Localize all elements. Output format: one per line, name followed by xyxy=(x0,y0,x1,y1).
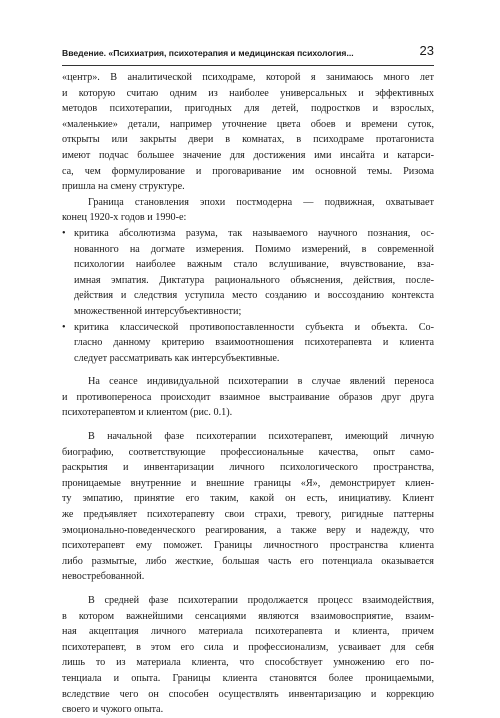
text-line: своего и чужого опыта. xyxy=(62,704,164,716)
text-line: действия и следствия уступила место созданию и воссозданию контекста xyxy=(74,290,434,302)
paragraph xyxy=(62,429,434,585)
text-line: «центр». В аналитической психодраме, которой я занимаюсь много лет xyxy=(62,72,434,83)
text-line: либо размытые, либо жесткие, большая часть его потенциала оказывается xyxy=(62,555,434,567)
paragraph xyxy=(62,593,434,718)
text-line: имеют подчас большее значение для достижения ими инсайта и катарси- xyxy=(62,149,434,161)
text-line: психотерапевт, в этом его сила и профессионализм, усваивает для себя xyxy=(62,641,434,653)
text-line: раскрытия и инвентаризации личного психологического пространства, xyxy=(62,462,434,474)
bullet-mark: • xyxy=(62,321,66,333)
text-line: конец 1920-х годов и 1990-е: xyxy=(62,212,187,224)
text-line: На сеансе индивидуальной психотерапии в случае явлений переноса xyxy=(88,376,434,388)
text-line: следует рассматривать как интерсубъективные. xyxy=(74,352,280,364)
paragraph xyxy=(62,70,434,195)
paragraph xyxy=(62,374,434,421)
text-line: в котором важнейшими сенсациями являются взаимовосприятие, взаим- xyxy=(62,610,434,622)
text-line: открыты или закрыты двери в комнатах, в психодраме протагониста xyxy=(62,134,434,146)
text-line: критика абсолютизма разума, так называемого научного познания, ос- xyxy=(74,227,434,239)
text-line: же предъявляет психотерапевту свои страхи, тревогу, ригидные паттерны xyxy=(62,509,434,521)
text-line: пришла на смену структуре. xyxy=(62,181,185,193)
paragraph-gap xyxy=(62,366,434,374)
text-line: вследствие чего он способен осуществлять инвентаризацию и коррекцию xyxy=(62,688,434,700)
text-line: «маленькие» детали, например уточнение цвета обоев и времени суток, xyxy=(62,118,434,130)
bullet-mark: • xyxy=(62,227,66,239)
text-line: Граница становления эпохи постмодерна — подвижная, охватывает xyxy=(88,196,434,208)
text-line: В средней фазе психотерапии продолжается процесс взаимодействия, xyxy=(88,595,434,606)
text-line: имная эмпатия. Диктатура рационального объяснения, действия, после- xyxy=(74,274,434,286)
text-line: ту эмпатию, принятие его таким, какой он есть, инициативу. Клиент xyxy=(62,493,434,505)
bullet-item xyxy=(62,320,434,367)
page-number: 23 xyxy=(419,43,434,58)
running-title: Введение. «Психиатрия, психотерапия и медицинская психология... xyxy=(62,48,354,58)
bullet-item xyxy=(62,226,434,320)
text-line: критика классической противопоставленности субъекта и объекта. Со- xyxy=(74,321,434,333)
text-line: тенциала и опыта. Границы клиента становятся более проницаемыми, xyxy=(62,672,434,684)
page-body xyxy=(62,70,434,718)
text-line: проницаемые внутренние и внешние границы «Я», демонстрирует клиен- xyxy=(62,477,434,489)
page-header xyxy=(62,43,434,66)
text-line: эмоционально-поведенческого реагирования, а также веру и надежду, что xyxy=(62,524,434,536)
text-line: са, чем формулирование и проговаривание им основной темы. Ризома xyxy=(62,165,434,177)
text-line: нованного на догмате измерения. Помимо измерений, в современной xyxy=(74,243,434,255)
text-line: методов психотерапии, пригодных для детей, подростков и взрослых, xyxy=(62,103,434,115)
text-line: биографию, соответствующие профессиональные качества, опыт само- xyxy=(62,446,434,458)
text-line: невостребованной. xyxy=(62,571,145,583)
text-line: множественной интерсубъективности; xyxy=(74,305,242,317)
text-line: ная акцептация личного материала психотерапевта и клиента, причем xyxy=(62,626,434,638)
paragraph-gap xyxy=(62,421,434,429)
text-line: психологии наиболее важным стало вслушивание, вчувствование, вза- xyxy=(74,259,434,271)
text-line: лишь то из материала клиента, что способствует умножению его по- xyxy=(62,657,434,669)
paragraph xyxy=(62,195,434,226)
text-line: и которую считаю одним из наиболее универсальных и эффективных xyxy=(62,87,434,99)
paragraph-gap xyxy=(62,585,434,593)
text-line: психотерапевт ему поможет. Границы личностного пространства клиента xyxy=(62,540,434,552)
text-line: психотерапевтом и клиентом (рис. 0.1). xyxy=(62,407,233,419)
text-line: и противопереноса происходит взаимное выстраивание образов друг друга xyxy=(62,391,434,403)
text-line: В начальной фазе психотерапии психотерапевт, имеющий личную xyxy=(88,431,434,443)
text-line: гласно данному критерию взаимоотношения психотерапевта и клиента xyxy=(74,337,434,349)
